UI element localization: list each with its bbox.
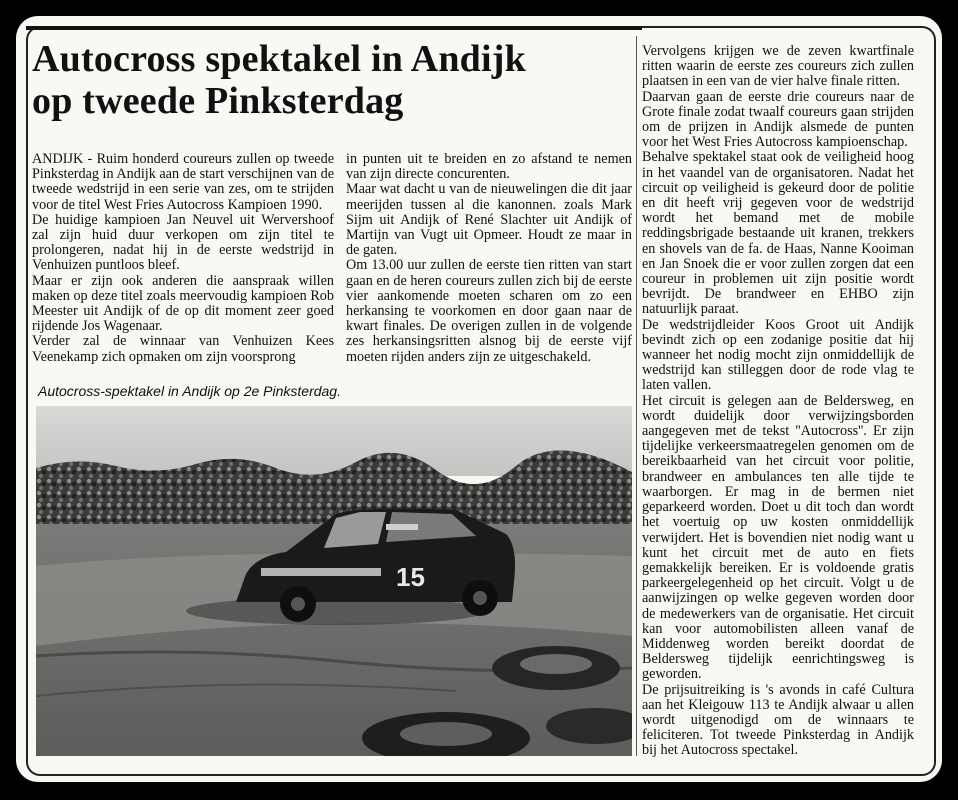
headline xyxy=(32,38,632,122)
paragraph: ANDIJK - Ruim honderd coureurs zullen op tweede Pinksterdag in Andijk aan de start verschijnen van de tweede wedstrijd in een serie van zes, om te strijden voor de titel West Fries Autocross Kampioen 1990. xyxy=(32,151,334,213)
top-rule xyxy=(26,26,642,30)
race-photo-illustration xyxy=(36,406,632,756)
photo-caption: Autocross-spektakel in Andijk op 2e Pinksterdag. xyxy=(38,383,341,399)
column-1 xyxy=(32,152,334,365)
paragraph: Verder zal de winnaar van Venhuizen Kees Veenekamp zich opmaken om zijn voorsprong xyxy=(32,333,334,365)
newspaper-clipping xyxy=(16,16,942,782)
headline-line-1: Autocross spektakel in Andijk xyxy=(32,38,526,80)
paragraph: Vervolgens krijgen we de zeven kwartfinale ritten waarin de eerste zes coureurs zich zullen plaatsen in een van de vier halve finale ritten. xyxy=(642,43,914,90)
headline-line-2: op tweede Pinksterdag xyxy=(32,80,404,122)
column-2 xyxy=(346,152,632,365)
paragraph: Maar er zijn ook anderen die aanspraak willen maken op deze titel zoals meervoudig kampioen Rob Meester uit Andijk of de op dit moment zeer goed rijdende Jos Wagenaar. xyxy=(32,272,334,335)
paragraph: De huidige kampioen Jan Neuvel uit Wervershoof zal zijn huid duur verkopen om zijn titel te prolongeren, nadat hij in de eerste wedstrijd in Venhuizen puntloos bleef. xyxy=(32,211,334,274)
paragraph: in punten uit te breiden en zo afstand te nemen van zijn directe concurenten. xyxy=(346,151,632,183)
paragraph: De prijsuitreiking is 's avonds in café Cultura aan het Kleigouw 113 te Andijk alwaar u allen wordt uitgenodigd om de winnaars te feliciteren. Tot tweede Pinksterdag in Andijk bij het Autocross spectakel. xyxy=(642,681,914,759)
paragraph: Daarvan gaan de eerste drie coureurs naar de Grote finale zodat twaalf coureurs gaan strijden om de prijzen in Andijk alsmede de punten voor het West Fries Autocross kampioenschap. xyxy=(642,88,914,151)
column-divider xyxy=(636,36,637,756)
car-number: 15 xyxy=(396,562,425,592)
paragraph: Om 13.00 uur zullen de eerste tien ritten van start gaan en de heren coureurs zullen zich bij de eerste vier aankomende moeten scharen om zo een herkansing te voorkomen en door gaan naar de kwart finales. De overigen zullen in de volgende zes herkansingsritten alsnog bij de eerste vijf moeten rijden anders zijn ze uitgeschakeld. xyxy=(346,257,632,365)
paragraph: Behalve spektakel staat ook de veiligheid hoog in het vaandel van de organisatoren. Nadat het circuit op veiligheid is gekeurd door de politie en dit heeft vrij gegeven voor de wedstrijd wordt het bemand met de mobile reddingsbrigade bestaande uit kranen, trekkers en shovels van de fa. de Haas, Nanne Kooiman en Jan Snoek die er voor zullen zorgen dat een coureur in problemen uit zijn positie wordt bevrijdt. De brandweer en EHBO zijn natuurlijk paraat. xyxy=(642,149,914,318)
race-photo xyxy=(36,406,632,756)
paragraph: Het circuit is gelegen aan de Beldersweg, en wordt duidelijk door verwijzingsborden aangegeven met de tekst ''Autocross''. Er zijn tijdelijke verkeersmaatregelen genomen om de bereikbaarheid van het circuit voor politie, brandweer en ambulances ten alle tijde te waarborgen. Er mag in de bermen niet geparkeerd worden. Doet u dit toch dan wordt het voertuig op uw kosten onmiddellijk verwijdert. Het is bovendien niet nodig want u kunt het circuit met de auto en fiets gemakkelijk bereiken. Er is voldoende gratis parkeergelegenheid op het circuit. Volgt u de aanwijzingen op welke gegeven worden door de medewerkers van de organisatie. Het circuit kan voor automobilisten alleen vanaf de Middenweg worden bereikt doordat de Beldersweg tijdelijk eenrichtingsweg is geworden. xyxy=(642,392,914,683)
paragraph: Maar wat dacht u van de nieuwelingen die dit jaar meerijden tussen al die kanonnen. zoals Mark Sijm uit Andijk of René Slachter uit Andijk of Martijn van Vugt uit Opmeer. Houdt ze maar in de gaten. xyxy=(346,181,632,259)
paragraph: De wedstrijdleider Koos Groot uit Andijk bevindt zich op een zodanige positie dat hij wanneer het nodig mocht zijn onmiddellijk de wedstrijd kan stilleggen door de rode vlag te laten vallen. xyxy=(642,316,914,394)
column-3 xyxy=(642,44,914,759)
